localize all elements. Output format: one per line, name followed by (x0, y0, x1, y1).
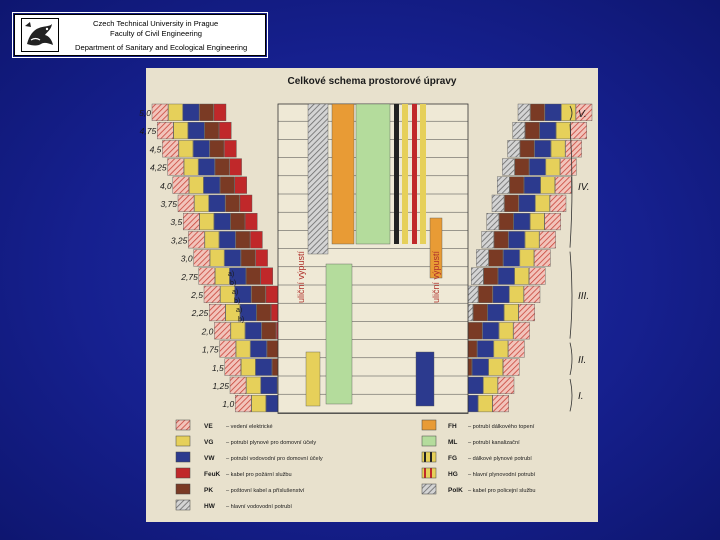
left-cable-band (236, 341, 250, 358)
right-cable-band (503, 359, 519, 376)
sewer-pipe-lower (326, 264, 352, 404)
legend-text: – hlavní vodovodní potrubí (226, 504, 292, 510)
right-cable-band (513, 122, 525, 139)
left-cable-band (241, 250, 255, 267)
left-cable-band (220, 177, 234, 194)
left-cable-band (224, 140, 236, 157)
left-cable-band (230, 377, 246, 394)
depth-label: 3,5 (170, 217, 183, 228)
legend-code: VW (204, 455, 215, 462)
diagram-scan (139, 68, 598, 522)
right-cable-band (534, 250, 550, 267)
legend-text: – potrubí vodovodní pro domovní účely (226, 456, 323, 462)
left-cable-band (162, 140, 178, 157)
right-cable-band (479, 286, 493, 303)
left-cable-band (236, 231, 250, 248)
legend-swatch (422, 484, 436, 494)
legend-code: FH (448, 423, 457, 430)
right-cable-band (540, 122, 556, 139)
street-inlet-label-right: uliční výpustí (431, 250, 441, 303)
legend-code: VE (204, 423, 213, 430)
left-cable-band (226, 195, 240, 212)
depth-label: 2,75 (181, 271, 198, 282)
right-cable-band (498, 268, 514, 285)
left-cable-band (199, 159, 215, 176)
left-cable-band (230, 159, 242, 176)
left-cable-band (250, 231, 262, 248)
legend-swatch (422, 452, 436, 462)
right-cable-band (515, 268, 529, 285)
left-cable-band (209, 195, 225, 212)
left-cable-band (173, 177, 189, 194)
legend-code: PolK (448, 487, 463, 494)
right-cable-band (483, 322, 499, 339)
right-cable-band (514, 213, 530, 230)
left-cable-band (235, 395, 251, 412)
right-cable-band (472, 359, 488, 376)
right-cable-band (502, 159, 514, 176)
legend-code: VG (204, 439, 214, 446)
zone-bracket (570, 379, 572, 411)
depth-label: 4,75 (139, 126, 157, 137)
right-cable-band (467, 377, 483, 394)
left-cable-band (220, 341, 236, 358)
left-cable-band (261, 377, 277, 394)
depth-label: 4,5 (149, 144, 162, 155)
left-cable-band (214, 213, 230, 230)
right-cable-band (520, 250, 534, 267)
right-cable-band (566, 140, 582, 157)
right-cable-band (541, 177, 555, 194)
gas-main-pipe (394, 104, 399, 244)
left-cable-band (262, 322, 276, 339)
legend-swatch (176, 468, 190, 478)
district-heating-pipe (332, 104, 354, 244)
right-cable-band (525, 122, 539, 139)
gas-pipe-2 (420, 104, 426, 244)
zone-label: IV. (578, 181, 590, 193)
faculty-name: Faculty of Civil Engineering (110, 29, 203, 38)
left-cable-band (214, 104, 226, 121)
legend-swatch (422, 436, 436, 446)
right-cable-band (546, 159, 560, 176)
right-cable-band (524, 177, 540, 194)
left-cable-band (231, 213, 245, 230)
legend-swatch (176, 452, 190, 462)
left-cable-band (252, 395, 266, 412)
left-cable-band (205, 122, 219, 139)
right-cable-band (499, 213, 513, 230)
right-cable-band (510, 286, 524, 303)
legend-swatch (176, 436, 190, 446)
depth-label: 1,25 (212, 381, 229, 391)
right-cable-band (484, 268, 498, 285)
right-cable-band (524, 286, 540, 303)
left-cable-band (241, 359, 255, 376)
sub-label: b) (238, 316, 245, 324)
right-cable-band (478, 395, 492, 412)
legend-code: FG (448, 455, 458, 462)
gas-pipe (402, 104, 408, 244)
legend-swatch (176, 500, 190, 510)
depth-label: 2,5 (191, 290, 203, 300)
sewer-pipe-upper (356, 104, 390, 244)
legend-text: – kabel pro policejní službu (468, 488, 536, 494)
left-cable-band (178, 195, 194, 212)
right-cable-band (535, 140, 551, 157)
depth-label: 1,75 (202, 344, 219, 355)
left-cable-band (183, 213, 199, 230)
right-cable-band (499, 322, 513, 339)
right-cable-band (519, 195, 535, 212)
university-logo (21, 18, 59, 52)
left-cable-band (261, 268, 273, 285)
low-water-pipe (416, 352, 434, 406)
right-cable-band (482, 231, 494, 248)
left-cable-band (219, 122, 231, 139)
left-cable-band (245, 322, 261, 339)
left-cable-band (214, 322, 230, 339)
legend-code: FeuK (204, 471, 221, 478)
depth-label: 3,75 (160, 199, 177, 209)
zone-label: II. (578, 354, 587, 366)
header-box (14, 14, 266, 56)
depth-label: 2,0 (201, 326, 214, 337)
right-cable-band (550, 195, 566, 212)
right-cable-band (476, 250, 488, 267)
legend-text: – poštovní kabel a příslušenství (226, 488, 305, 494)
right-cable-band (493, 395, 509, 412)
left-cable-band (200, 213, 214, 230)
left-cable-band (204, 286, 220, 303)
left-cable-band (157, 122, 173, 139)
right-cable-band (529, 159, 545, 176)
right-cable-band (519, 304, 535, 321)
depth-label: 1,0 (222, 399, 235, 410)
right-cable-band (551, 140, 565, 157)
right-cable-band (492, 195, 504, 212)
legend-text: – potrubí plynové pro domovní účely (226, 440, 317, 446)
sub-label: a) (236, 307, 243, 315)
left-cable-band (209, 304, 225, 321)
left-cable-band (247, 377, 261, 394)
university-name: Czech Technical University in Prague (93, 19, 219, 28)
diagram-title: Celkové schema prostorové úpravy (287, 76, 457, 87)
legend-text: – dálkové plynové potrubí (468, 456, 532, 462)
right-cable-band (471, 268, 483, 285)
main-water-pipe (308, 104, 328, 254)
left-cable-band (240, 195, 252, 212)
right-cable-band (514, 322, 530, 339)
left-cable-band (194, 250, 210, 267)
right-cable-band (505, 195, 519, 212)
left-cable-band (210, 250, 224, 267)
right-cable-band (494, 341, 508, 358)
right-cable-band (555, 177, 571, 194)
right-cable-band (545, 213, 561, 230)
depth-label: 3,0 (180, 253, 193, 264)
right-cable-band (556, 122, 570, 139)
low-gas-pipe (306, 352, 320, 406)
legend (176, 420, 536, 510)
utility-layout-diagram (139, 68, 598, 522)
left-cable-band (252, 286, 266, 303)
right-cable-band (562, 104, 576, 121)
legend-text: – potrubí kanalizační (468, 440, 520, 446)
depth-label: 5,0 (139, 108, 151, 118)
right-cable-band (560, 159, 576, 176)
left-cable-band (184, 159, 198, 176)
left-cable-band (189, 177, 203, 194)
left-cable-band (225, 250, 241, 267)
right-cable-band (494, 231, 508, 248)
right-cable-band (515, 159, 529, 176)
right-cable-band (489, 359, 503, 376)
left-cable-band (231, 322, 245, 339)
right-cable-band (529, 268, 545, 285)
sub-label: a) (228, 270, 235, 278)
legend-text: – hlavní plynovodní potrubí (468, 472, 536, 478)
right-cable-band (508, 140, 520, 157)
left-cable-band (188, 231, 204, 248)
zone-bracket (570, 343, 572, 375)
right-cable-band (487, 213, 499, 230)
depth-label: 4,0 (159, 180, 172, 191)
depth-label: 3,25 (170, 235, 188, 246)
left-cable-band (215, 159, 229, 176)
legend-swatch (422, 468, 436, 478)
right-cable-band (531, 104, 545, 121)
left-cable-band (200, 104, 214, 121)
legend-code: HW (204, 503, 215, 510)
right-cable-band (509, 231, 525, 248)
left-cable-band (245, 213, 257, 230)
right-cable-band (525, 231, 539, 248)
right-cable-band (488, 304, 504, 321)
left-cable-band (210, 140, 224, 157)
left-cable-band (257, 304, 271, 321)
legend-swatch (176, 420, 190, 430)
right-cable-band (503, 250, 519, 267)
left-cable-band (205, 231, 219, 248)
right-cable-band (530, 213, 544, 230)
left-cable-band (188, 122, 204, 139)
right-cable-band (504, 304, 518, 321)
left-cable-band (169, 104, 183, 121)
left-cable-band (174, 122, 188, 139)
fire-cable (412, 104, 417, 244)
right-cable-band (536, 195, 550, 212)
right-cable-band (493, 286, 509, 303)
left-cable-band (199, 268, 215, 285)
legend-swatch (422, 420, 436, 430)
sub-label: a) (232, 289, 239, 296)
right-cable-band (468, 322, 482, 339)
legend-code: PK (204, 487, 214, 494)
right-cable-band (489, 250, 503, 267)
left-cable-band (266, 286, 278, 303)
zone-bracket (570, 252, 572, 339)
left-cable-band (251, 341, 267, 358)
sub-label: b) (234, 298, 241, 306)
zone-label: I. (578, 391, 584, 403)
sub-label: b) (230, 279, 237, 287)
left-cable-band (204, 177, 220, 194)
legend-text: – potrubí dálkového topení (468, 424, 535, 430)
right-cable-band (498, 377, 514, 394)
depth-label: 2,25 (191, 308, 209, 319)
left-cable-band (183, 104, 199, 121)
right-cable-band (473, 304, 487, 321)
right-cable-band (518, 104, 530, 121)
left-cable-band (246, 268, 260, 285)
right-cable-band (545, 104, 561, 121)
legend-code: ML (448, 439, 458, 446)
right-cable-band (497, 177, 509, 194)
zone-label: III. (578, 291, 590, 303)
legend-swatch (176, 484, 190, 494)
right-cable-band (477, 341, 493, 358)
left-cable-band (195, 195, 209, 212)
legend-text: – kabel pro požární službu (226, 472, 292, 478)
zone-label: V. (578, 109, 587, 121)
left-cable-band (193, 140, 209, 157)
depth-label: 4,25 (150, 162, 167, 173)
left-cable-band (256, 359, 272, 376)
left-cable-band (179, 140, 193, 157)
right-cable-band (484, 377, 498, 394)
right-cable-band (540, 231, 556, 248)
left-cable-band (168, 159, 184, 176)
right-cable-band (520, 140, 534, 157)
left-cable-band (219, 231, 235, 248)
right-cable-band (510, 177, 524, 194)
left-cable-band (152, 104, 168, 121)
right-cable-band (508, 341, 524, 358)
department-name: Department of Sanitary and Ecological Engineering (75, 43, 248, 52)
left-cable-band (235, 177, 247, 194)
legend-code: HG (448, 471, 458, 478)
right-cable-band (571, 122, 587, 139)
depth-label: 1,5 (211, 362, 224, 373)
left-cable-band (225, 359, 241, 376)
street-inlet-label-left: uliční výpustí (296, 250, 306, 303)
left-cable-band (256, 250, 268, 267)
legend-text: – vedení elektrické (226, 424, 273, 430)
